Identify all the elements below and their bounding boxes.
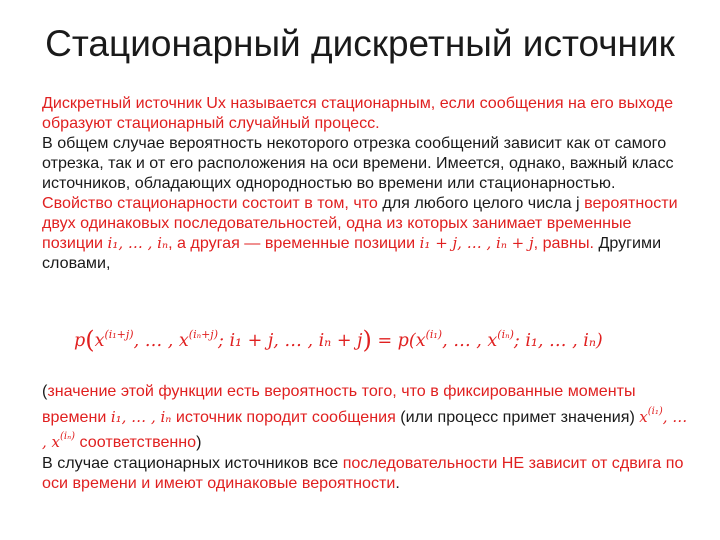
formula-x1-sup: (i₁+j) bbox=[104, 328, 134, 341]
interp-x1: x bbox=[639, 407, 648, 426]
interp-open: ( bbox=[42, 382, 48, 400]
stationarity-red-b: вероятности двух одинаковых последовательностей, одна из которых занимает временные позиции bbox=[42, 194, 678, 252]
text-block-upper bbox=[42, 93, 682, 273]
conclusion-black-b: . bbox=[395, 474, 400, 492]
formula-open-paren: ( bbox=[85, 326, 95, 354]
paragraph-interpretation bbox=[42, 381, 692, 453]
interp-dots: , … , bbox=[42, 407, 688, 451]
positions-math-a: i₁, … , iₙ bbox=[107, 234, 169, 252]
interp-x2: x bbox=[51, 433, 61, 451]
paragraph-stationarity bbox=[42, 193, 682, 273]
formula-rhs-p: p( bbox=[397, 331, 416, 351]
interp-black-a: (или процесс примет значения) bbox=[395, 407, 640, 426]
conclusion-black-a: В случае стационарных источников все bbox=[42, 453, 343, 472]
interp-red-a: значение этой функции есть вероятность того, что в фиксированные моменты времени bbox=[42, 382, 636, 426]
stationarity-red-d: , равны. bbox=[533, 234, 594, 252]
formula-x4: x bbox=[487, 331, 498, 351]
formula-x4-sup: (iₙ) bbox=[497, 328, 514, 341]
text-block-lower bbox=[42, 381, 692, 494]
stationarity-black-b: Другими словами, bbox=[42, 234, 662, 272]
formula-p: p bbox=[74, 331, 86, 351]
probability-formula bbox=[74, 326, 674, 354]
formula-equals: = bbox=[371, 331, 398, 351]
formula-dots2: , … , bbox=[442, 331, 488, 351]
stationarity-red-c: , а другая — временные позиции bbox=[168, 234, 420, 252]
conclusion-red-a: последовательности НЕ зависит от сдвига по оси времени и имеют одинаковые вероятности bbox=[42, 453, 684, 492]
interp-close: ) bbox=[196, 433, 202, 451]
page-title: Стационарный дискретный источник bbox=[45, 23, 675, 64]
formula-close-paren: ) bbox=[362, 326, 372, 354]
interp-red-c: соответственно bbox=[75, 433, 197, 451]
formula-x3-sup: (i₁) bbox=[425, 328, 443, 341]
formula-x2-sup: (iₙ+j) bbox=[188, 328, 218, 341]
paragraph-general-case: В общем случае вероятность некоторого отрезка сообщений зависит как от самого отрезка, так и от его расположения на оси времени. Имеется, однако, важный класс источников, обладающих однородностью во времени или стационарностью. bbox=[42, 134, 674, 192]
formula-x2: x bbox=[178, 331, 189, 351]
formula-x3: x bbox=[415, 331, 426, 351]
formula-x1: x bbox=[94, 331, 105, 351]
formula-args-left: ; i₁ + j, … , iₙ + j bbox=[217, 331, 363, 351]
interp-red-b: источник породит сообщения bbox=[171, 407, 396, 426]
interp-x1-sup: (i₁) bbox=[647, 405, 663, 417]
formula-args-right: ; i₁, … , iₙ) bbox=[513, 331, 603, 351]
stationarity-black-a: для любого целого числа j bbox=[377, 194, 585, 212]
stationarity-red-a: Свойство стационарности состоит в том, что bbox=[42, 194, 378, 212]
paragraph-conclusion bbox=[42, 453, 692, 494]
interp-math-a: i₁, … , iₙ bbox=[110, 407, 172, 426]
paragraph-definition: Дискретный источник Ux называется стационарным, если сообщения на его выходе образуют стационарный случайный процесс. bbox=[42, 94, 674, 132]
interp-x2-sup: (iₙ) bbox=[60, 431, 76, 442]
positions-math-b: i₁ + j, … , iₙ + j bbox=[419, 234, 534, 252]
formula-dots1: , … , bbox=[133, 331, 179, 351]
